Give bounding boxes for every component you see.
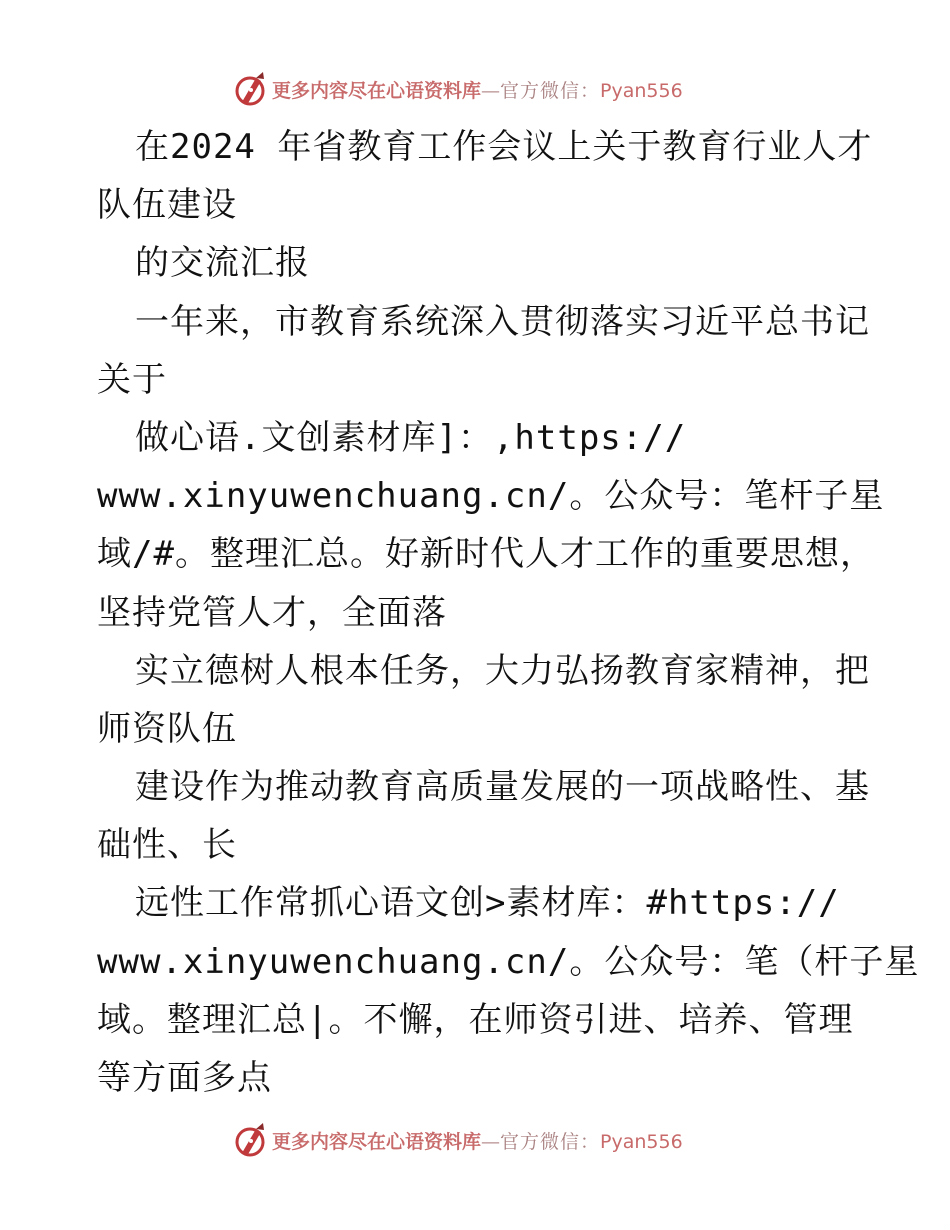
body-line-14: 远性工作常抓心语文创>素材库：#https://	[135, 883, 840, 924]
footer-wechat-id: Pyan556	[600, 1131, 683, 1153]
body-line-11: 师资队伍	[97, 708, 237, 749]
footer-banner	[0, 1121, 950, 1161]
footer-promo-text: 更多内容尽在心语资料库	[272, 1131, 482, 1153]
body-line-12: 建设作为推动教育高质量发展的一项战略性、基	[135, 767, 870, 808]
body-line-13: 础性、长	[97, 825, 237, 866]
body-line-8: 域/#。整理汇总。好新时代人才工作的重要思想，	[97, 534, 875, 575]
pen-nib-logo-icon	[234, 1121, 268, 1161]
footer-wechat-label: 官方微信：	[500, 1131, 601, 1153]
pen-nib-logo-icon	[234, 70, 268, 110]
footer-banner-text	[272, 1127, 683, 1154]
body-line-4: 一年来，市教育系统深入贯彻落实习近平总书记	[135, 301, 870, 342]
body-line-17: 等方面多点	[97, 1058, 272, 1098]
header-promo-text: 更多内容尽在心语资料库	[272, 80, 482, 102]
footer-separator: —	[481, 1131, 501, 1153]
header-banner-text	[272, 76, 683, 103]
body-line-5: 关于	[97, 359, 167, 400]
header-separator: —	[481, 80, 501, 102]
body-line-2: 队伍建设	[97, 185, 237, 226]
body-line-3: 的交流汇报	[135, 243, 310, 284]
header-wechat-id: Pyan556	[600, 80, 683, 102]
body-line-10: 实立德树人根本任务，大力弘扬教育家精神，把	[135, 650, 870, 691]
body-line-16: 域。整理汇总|。不懈，在师资引进、培养、管理	[97, 999, 854, 1040]
header-banner	[0, 70, 950, 110]
body-line-6: 做心语.文创素材库]：,https://	[135, 417, 687, 458]
body-line-7: www.xinyuwenchuang.cn/。公众号：笔杆子星	[97, 476, 885, 517]
body-line-1: 在2024 年省教育工作会议上关于教育行业人才	[135, 127, 873, 167]
body-line-9: 坚持党管人才，全面落	[97, 592, 447, 633]
header-wechat-label: 官方微信：	[500, 80, 601, 102]
document-body	[97, 118, 920, 1107]
body-line-15: www.xinyuwenchuang.cn/。公众号：笔（杆子星	[97, 941, 920, 982]
